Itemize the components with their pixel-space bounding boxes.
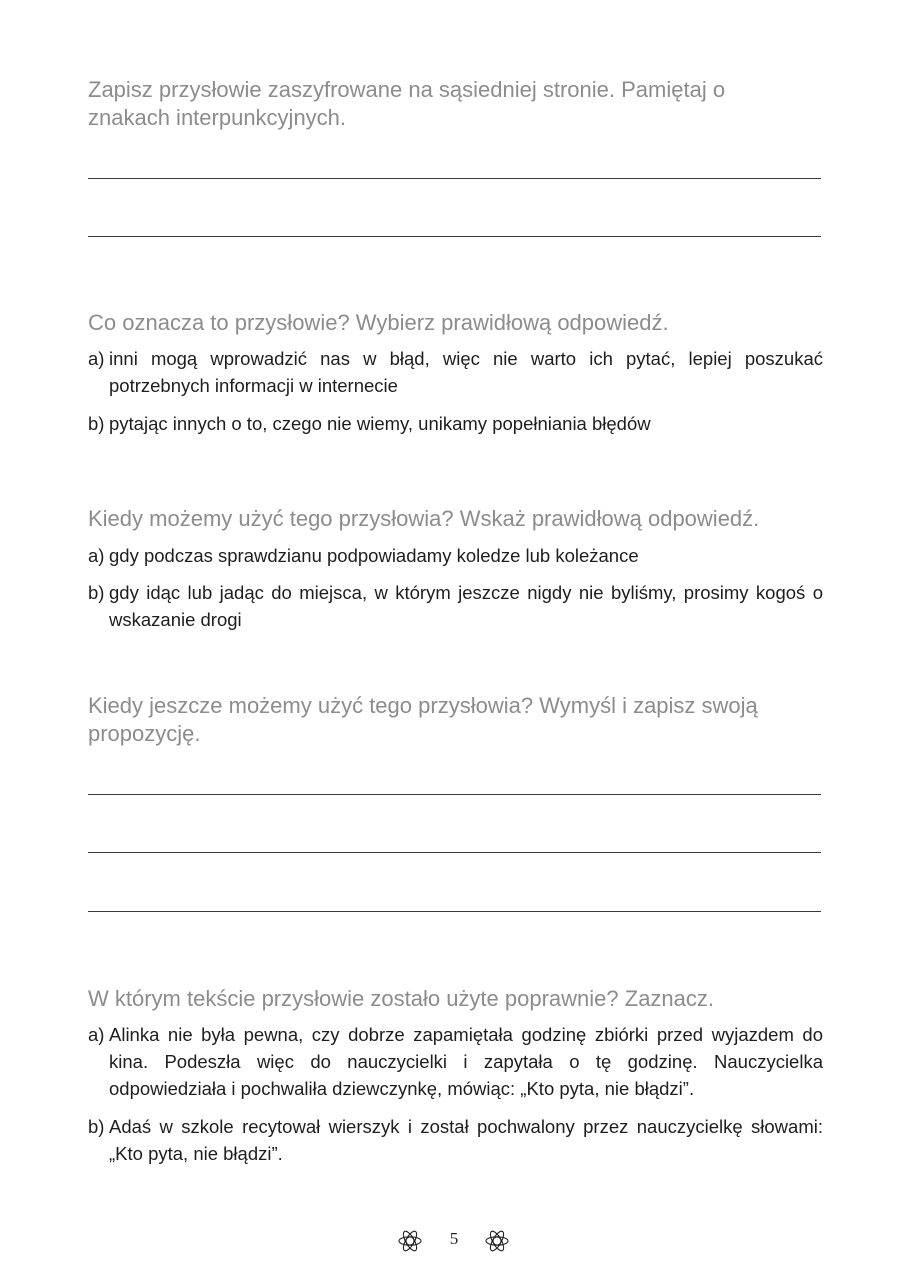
page-number: 5 (449, 1229, 459, 1248)
answer-line[interactable] (88, 178, 821, 179)
page-footer (0, 1228, 900, 1254)
option-text: Alinka nie była pewna, czy dobrze zapamiętała godzinę zbiórki przed wyjazdem do kina. Podeszła więc do nauczycielki i zapytała o tę godzinę. Nauczycielka odpowiedziała i pochwaliła dziewczynkę, mówiąc: „Kto pyta, nie błądzi”. (109, 1024, 823, 1099)
option-5b[interactable] (88, 1113, 823, 1167)
option-3b[interactable] (88, 579, 823, 633)
question-1: Zapisz przysłowie zaszyfrowane na sąsiedniej stronie. Pamiętaj o znakach interpunkcyjnych. (88, 77, 726, 130)
option-text: pytając innych o to, czego nie wiemy, unikamy popełniania błędów (109, 413, 651, 434)
option-text: gdy podczas sprawdzianu podpowiadamy koledze lub koleżance (109, 545, 639, 566)
answer-line[interactable] (88, 852, 821, 853)
option-text: inni mogą wprowadzić nas w błąd, więc nie warto ich pytać, lepiej poszukać potrzebnych informacji w internecie (109, 348, 823, 396)
option-text: gdy idąc lub jadąc do miejsca, w którym jeszcze nigdy nie byliśmy, prosimy kogoś o wskazanie drogi (109, 582, 823, 630)
atom-ornament-icon (397, 1228, 423, 1254)
option-label: a) (88, 1024, 105, 1045)
option-label: a) (88, 348, 105, 369)
answer-line[interactable] (88, 911, 821, 912)
option-text: Adaś w szkole recytował wierszyk i został pochwalony przez nauczycielkę słowami: „Kto pyta, nie błądzi”. (109, 1116, 823, 1164)
option-label: b) (88, 582, 105, 603)
question-3: Kiedy możemy użyć tego przysłowia? Wskaż prawidłową odpowiedź. (88, 506, 760, 531)
question-4: Kiedy jeszcze możemy użyć tego przysłowia? Wymyśl i zapisz swoją propozycję. (88, 693, 758, 746)
answer-line[interactable] (88, 236, 821, 237)
option-3a[interactable] (88, 542, 823, 569)
option-5a[interactable] (88, 1021, 823, 1102)
answer-line[interactable] (88, 794, 821, 795)
option-2a[interactable] (88, 345, 823, 399)
atom-ornament-icon (484, 1228, 510, 1254)
question-5: W którym tekście przysłowie zostało użyte poprawnie? Zaznacz. (88, 986, 715, 1011)
option-label: b) (88, 413, 105, 434)
option-label: a) (88, 545, 105, 566)
option-2b[interactable] (88, 410, 823, 437)
option-label: b) (88, 1116, 105, 1137)
question-2: Co oznacza to przysłowie? Wybierz prawidłową odpowiedź. (88, 310, 669, 335)
